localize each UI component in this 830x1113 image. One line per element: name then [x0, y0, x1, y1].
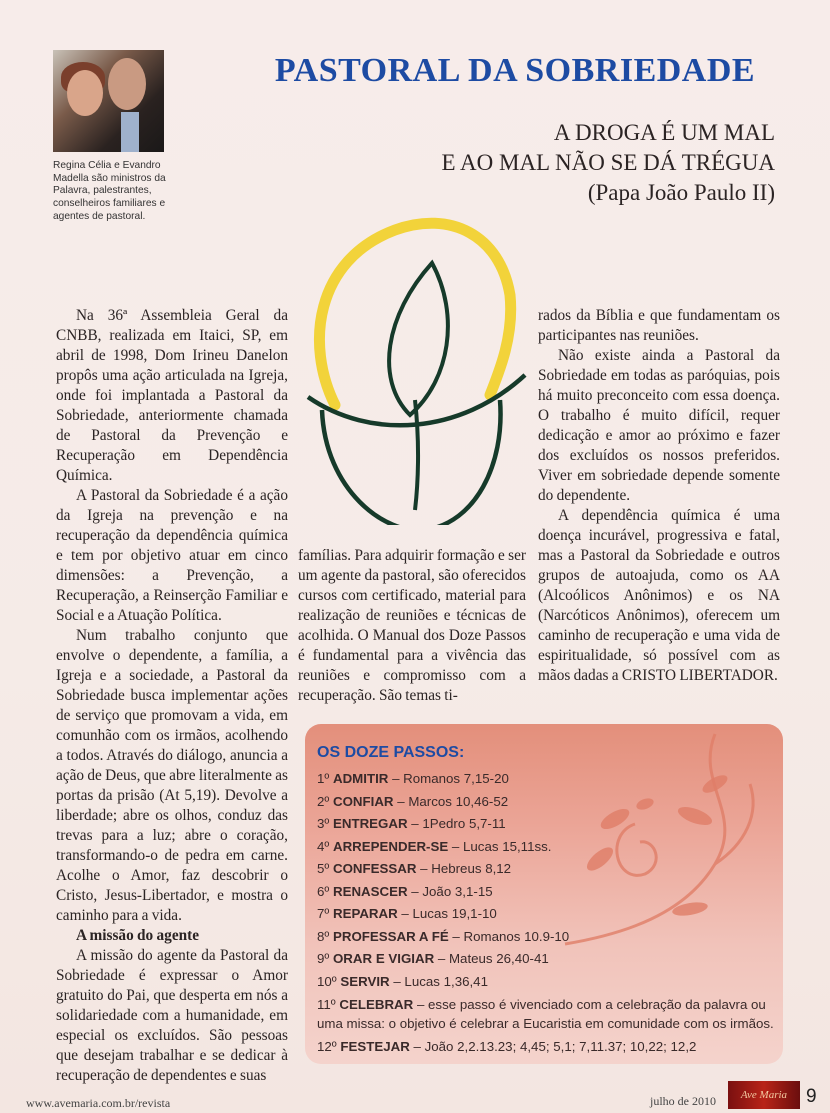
step-number: 4º — [317, 838, 330, 854]
step-reference: – Lucas 19,1-10 — [397, 906, 497, 921]
magazine-logo: Ave Maria — [728, 1081, 800, 1109]
author-photo — [53, 50, 164, 152]
step-number: 5º — [317, 861, 330, 876]
step-number: 3º — [317, 816, 330, 831]
step-name: PROFESSAR A FÉ — [332, 928, 449, 944]
step-reference: – Lucas 1,36,41 — [389, 973, 488, 989]
subtitle-line: E AO MAL NÃO SE DÁ TRÉGUA — [441, 150, 775, 175]
step-reference: – 1Pedro 5,7-11 — [407, 816, 506, 831]
footer-url-link[interactable]: www.avemaria.com.br/revista — [26, 1096, 171, 1110]
step-reference: – Hebreus 8,12 — [416, 861, 512, 876]
page-number: 9 — [806, 1086, 817, 1107]
step-item — [317, 995, 777, 1033]
page-title: PASTORAL DA SOBRIEDADE — [274, 52, 756, 89]
step-number: 8º — [317, 928, 330, 944]
paragraph: A Pastoral da Sobriedade é a ação da Igreja na prevenção e na recuperação da dependência química e tem por objetivo atuar em cinco dimensões: a Prevenção, a Recuperação, a Reinserção Familiar e Social e a Atuação Política. — [56, 487, 288, 624]
step-reference: – Romanos 10.9-10 — [448, 928, 570, 944]
halo-arc — [319, 223, 510, 405]
step-name: ARREPENDER-SE — [332, 838, 449, 854]
step-item — [317, 791, 777, 814]
step-number: 10º — [317, 973, 337, 989]
step-name: ADMITIR — [332, 771, 389, 786]
step-name: FESTEJAR — [340, 1039, 410, 1054]
step-reference: – Marcos 10,46-52 — [393, 793, 509, 809]
issue-date: julho de 2010 — [650, 1094, 716, 1108]
paragraph: A dependência química é uma doença incurável, progressiva e fatal, mas a Pastoral da Sobriedade e outros grupos de autoajuda, como os AA (Alcoólicos Anônimos) e os NA (Narcóticos Anônimos), oferecem um caminho de recuperação e uma vida de espiritualidade, só possível com as mãos dadas a CRISTO LIBERTADOR. — [538, 507, 780, 684]
steps-title: OS DOZE PASSOS: — [317, 744, 465, 761]
step-reference: – Lucas 15,11ss. — [448, 838, 552, 854]
step-reference: – João 2,2.13.23; 4,45; 5,1; 7,11.37; 10,22; 12,2 — [409, 1039, 697, 1054]
paragraph: Na 36ª Assembleia Geral da CNBB, realizada em Itaici, SP, em abril de 1998, Dom Irineu Danelon propôs uma ação articulada na Igreja, onde foi implantada a Pastoral da Sobriedade, anteriormente chamada de Pastoral da Prevenção e Recuperação em Dependência Química. — [56, 307, 288, 484]
article-column-3 — [538, 306, 780, 686]
step-name: CONFIAR — [332, 793, 394, 809]
subtitle-quote — [442, 118, 776, 208]
step-number: 7º — [317, 906, 330, 921]
step-reference: – esse passo é vivenciado com a celebração da palavra ou uma missa: o objetivo é celebrar a Eucaristia em comunidade com os irmãos. — [317, 997, 774, 1031]
step-item — [317, 768, 777, 791]
step-item — [317, 836, 777, 859]
step-name: REPARAR — [332, 906, 398, 921]
author-caption: Regina Célia e Evandro Madella são ministros da Palavra, palestrantes, conselheiros familiares e agentes de pastoral. — [53, 160, 166, 222]
subtitle-attribution: (Papa João Paulo II) — [587, 180, 775, 205]
step-item — [317, 926, 777, 949]
subtitle-line: A DROGA É UM MAL — [553, 120, 775, 145]
paragraph: famílias. Para adquirir formação e ser um agente da pastoral, são oferecidos cursos com certificado, material para realização de reuniões e técnicas de acolhida. O Manual dos Doze Passos é fundamental para a vivência das reuniões e compromisso com a recuperação. São temas ti- — [298, 547, 526, 704]
pastoral-logo-icon — [300, 205, 530, 525]
step-name: CELEBRAR — [339, 997, 414, 1012]
step-item — [317, 858, 777, 881]
step-item — [317, 948, 777, 971]
twelve-steps-box — [305, 724, 783, 1064]
step-number: 2º — [317, 793, 330, 809]
flame-shape — [389, 263, 448, 415]
step-item — [317, 813, 777, 836]
step-name: RENASCER — [332, 883, 408, 899]
step-reference: – Romanos 7,15-20 — [388, 771, 509, 786]
paragraph: rados da Bíblia e que fundamentam os participantes nas reuniões. — [538, 307, 780, 344]
steps-list — [317, 768, 777, 1059]
step-reference: – Mateus 26,40-41 — [434, 951, 549, 966]
step-name: ENTREGAR — [332, 816, 408, 831]
step-number: 11º — [317, 997, 336, 1012]
paragraph: Num trabalho conjunto que envolve o dependente, a família, a Igreja e a sociedade, a Pastoral da Sobriedade busca implementar ações de serviço que promovam a vida, em comunhão com os irmãos, acolhendo a todos. Através do diálogo, anuncia a ação de Deus, que abre literalmente as portas da prisão (At 5,19). Devolve a liberdade; abre os olhos, conduz das trevas para a luz; abre o coração, transformando-o de pedra em carne. Acolhe o Amor, faz descobrir o Cristo, Jesus-Libertador, e mostra o caminho para a vida. — [56, 627, 288, 924]
article-column-2 — [298, 546, 526, 706]
step-number: 9º — [317, 951, 330, 966]
step-number: 6º — [317, 883, 330, 899]
step-item — [317, 903, 777, 926]
paragraph: A missão do agente da Pastoral da Sobriedade é expressar o Amor gratuito do Pai, que desperta em nós a solidariedade com a humanidade, em especial os excluídos. São pessoas que desejam trabalhar e se dedicar à recuperação de dependentes e suas — [56, 947, 288, 1084]
step-number: 1º — [317, 771, 330, 786]
article-column-1 — [56, 306, 288, 1086]
step-name: ORAR E VIGIAR — [332, 951, 435, 966]
section-heading: A missão do agente — [76, 927, 200, 944]
step-name: SERVIR — [340, 973, 390, 989]
step-name: CONFESSAR — [332, 861, 417, 876]
step-reference: – João 3,1-15 — [407, 883, 493, 899]
paragraph: Não existe ainda a Pastoral da Sobriedade em todas as paróquias, pois há muito preconceito com essa doença. O trabalho é muito difícil, requer dedicação e amor ao próximo e fazer dos excluídos os nossos preferidos. Viver em sobriedade depende somente do dependente. — [538, 347, 780, 504]
step-item — [317, 1036, 777, 1059]
step-item — [317, 881, 777, 904]
step-number: 12º — [317, 1039, 337, 1054]
cross-stem — [415, 400, 418, 510]
step-item — [317, 971, 777, 994]
